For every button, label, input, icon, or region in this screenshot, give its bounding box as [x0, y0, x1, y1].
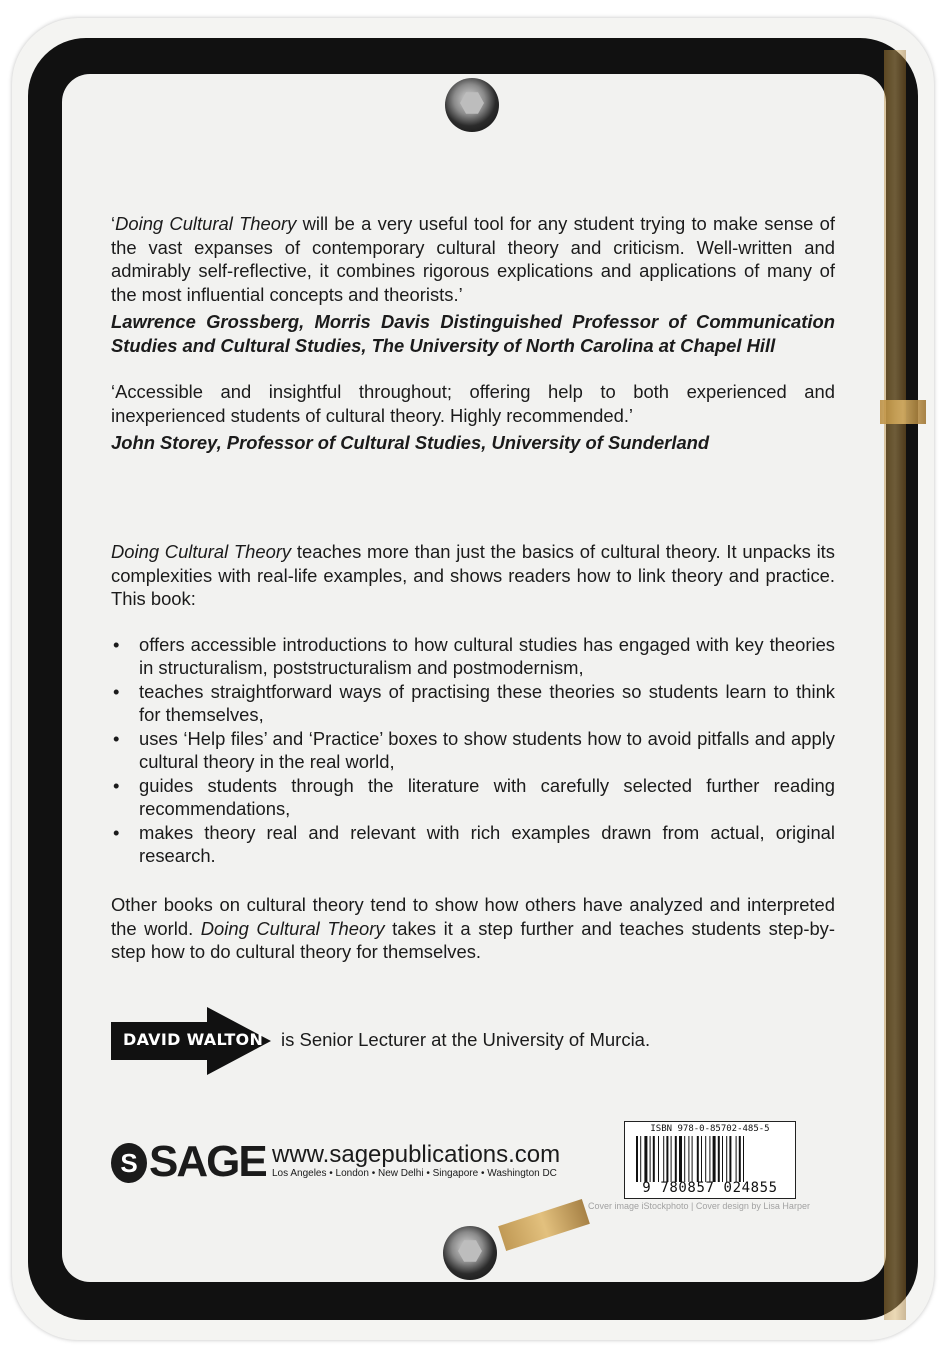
cover-credits: Cover image iStockphoto | Cover design by Lisa Harper — [588, 1201, 810, 1211]
feature-list — [111, 633, 835, 868]
review-quote-storey — [111, 380, 835, 455]
quote-attribution: John Storey, Professor of Cultural Studies, University of Sunderland — [111, 432, 710, 453]
description-intro: Doing Cultural Theory teaches more than just the basics of cultural theory. It unpacks its complexities with real-life examples, and shows readers how to link theory and practice. This book: — [111, 541, 835, 609]
closing-paragraph: Other books on cultural theory tend to show how others have analyzed and interpreted the world. Doing Cultural Theory takes it a step further and teaches students step-by-step how to do cultural theory for themselves. — [111, 894, 836, 962]
bottom-bolt-icon — [443, 1226, 497, 1280]
author-bio: is Senior Lecturer at the University of Murcia. — [281, 1029, 651, 1050]
author-info — [111, 1007, 831, 1075]
author-name: DAVID WALTON — [123, 1030, 264, 1049]
publisher-cities: Los Angeles • London • New Delhi • Singapore • Washington DC — [272, 1168, 557, 1179]
quote-text: ‘Doing Cultural Theory will be a very useful tool for any student trying to make sense of the vast expanses of contemporary cultural theory and criticism. Well-written and admirably self-reflective, it combines rigorous explications and applications of many of the most influential concepts and theorists.’ — [111, 213, 835, 305]
barcode-icon — [635, 1136, 785, 1182]
sage-logo — [111, 1137, 271, 1187]
top-bolt-icon — [445, 78, 499, 132]
list-item: • uses ‘Help files’ and ‘Practice’ boxes to show students how to avoid pitfalls and apply cultural theory in the real world, — [111, 727, 835, 774]
isbn-number: 9 780857 024855 — [642, 1180, 778, 1196]
list-item: • offers accessible introductions to how cultural studies has engaged with key theories in structuralism, poststructuralism and postmodernism, — [111, 633, 835, 680]
book-description — [111, 540, 835, 868]
isbn-label: ISBN 978-0-85702-485-5 — [650, 1124, 770, 1134]
publisher-url[interactable]: www.sagepublications.com — [272, 1141, 561, 1168]
quote-attribution: Lawrence Grossberg, Morris Davis Distinguished Professor of Communication Studies and Cultural Studies, The University of North Carolina at Chapel Hill — [111, 311, 835, 356]
review-quote-grossberg — [111, 212, 835, 357]
isbn-barcode-box — [624, 1121, 796, 1199]
tape-residue-right — [884, 50, 906, 1320]
quote-text: ‘Accessible and insightful throughout; offering help to both experienced and inexperienced students of cultural theory. Highly recommended.’ — [111, 381, 835, 426]
list-item: • makes theory real and relevant with rich examples drawn from actual, original research. — [111, 821, 835, 868]
list-item: • guides students through the literature with carefully selected further reading recommendations, — [111, 774, 835, 821]
sage-mark-icon: S — [111, 1143, 147, 1183]
sage-wordmark: SAGE — [149, 1137, 266, 1186]
list-item: • teaches straightforward ways of practising these theories so students learn to think for themselves, — [111, 680, 835, 727]
tape-piece-right — [880, 400, 926, 424]
